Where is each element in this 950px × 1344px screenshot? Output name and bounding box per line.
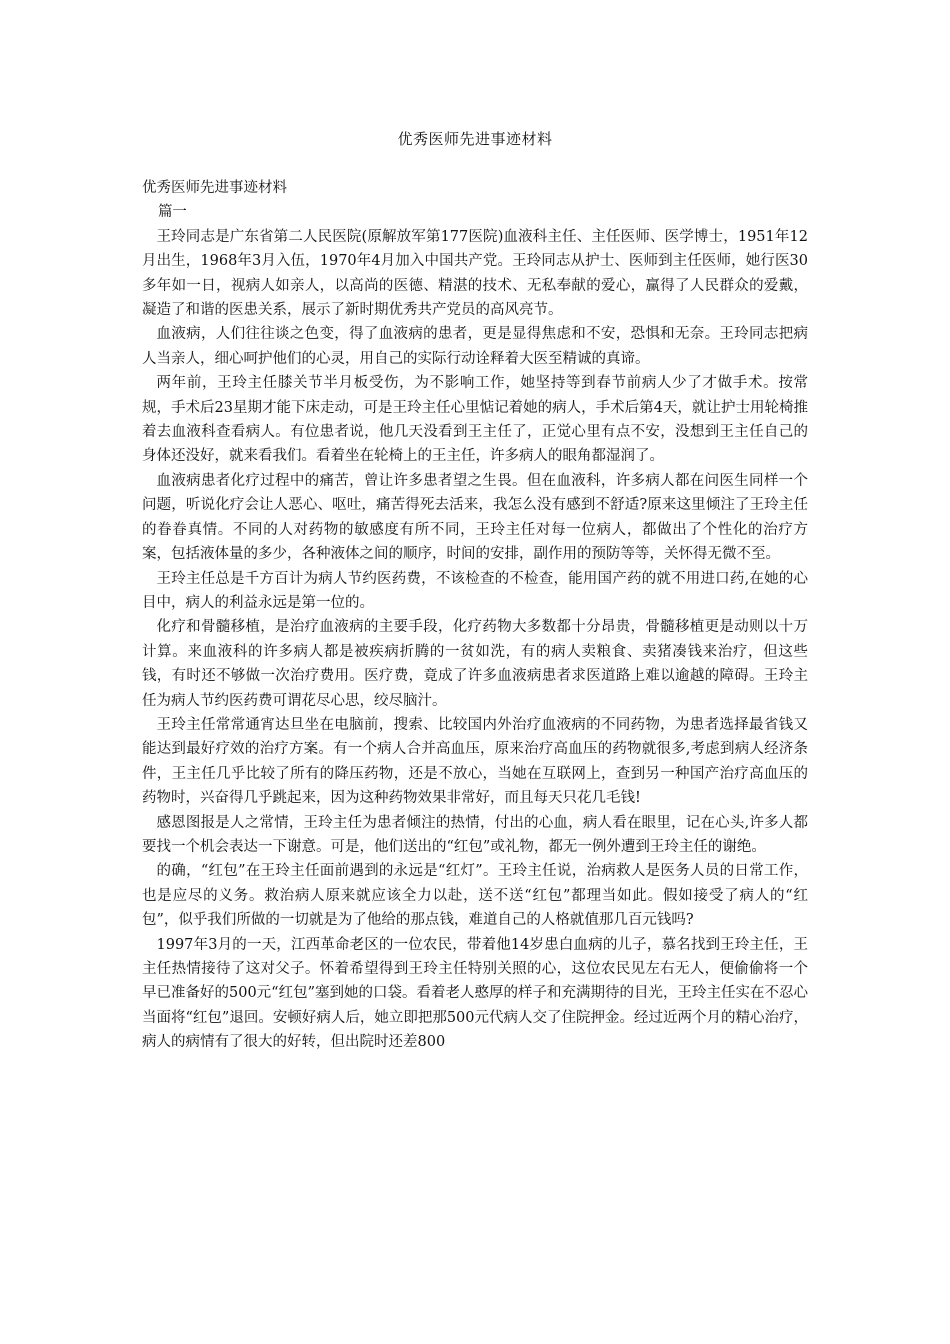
paragraph-2: 血液病，人们往往谈之色变，得了血液病的患者，更是显得焦虑和不安，恐惧和无奈。王玲同志把病人当亲人，细心呵护他们的心灵，用自己的实际行动诠释着大医至精诚的真谛。 <box>142 326 808 367</box>
document-body <box>142 176 808 1055</box>
paragraph-6: 化疗和骨髓移植，是治疗血液病的主要手段，化疗药物大多数都十分昂贵，骨髓移植更是动则以十万计算。来血液科的许多病人都是被疾病折腾的一贫如洗，有的病人卖粮食、卖猪凑钱来治疗，但这些钱，有时还不够做一次治疗费用。医疗费，竟成了许多血液病患者求医道路上难以逾越的障碍。王玲主任为病人节约医药费可谓花尽心思，绞尽脑汁。 <box>142 619 808 709</box>
paragraph-7: 王玲主任常常通宵达旦坐在电脑前，搜索、比较国内外治疗血液病的不同药物，为患者选择最省钱又能达到最好疗效的治疗方案。有一个病人合并高血压，原来治疗高血压的药物就很多,考虑到病人经济条件，王主任几乎比较了所有的降压药物，还是不放心，当她在互联网上，查到另一种国产治疗高血压的药物时，兴奋得几乎跳起来，因为这种药物效果非常好，而且每天只花几毛钱! <box>142 716 808 807</box>
document-subtitle: 优秀医师先进事迹材料 <box>142 180 287 196</box>
paragraph-5: 王玲主任总是千方百计为病人节约医药费，不该检查的不检查，能用国产药的就不用进口药,在她的心目中，病人的利益永远是第一位的。 <box>142 570 808 611</box>
page-title: 优秀医师先进事迹材料 <box>397 130 553 148</box>
paragraph-9: 的确，“红包”在王玲主任面前遇到的永远是“红灯”。王玲主任说，治病救人是医务人员的日常工作，也是应尽的义务。救治病人原来就应该全力以赴，送不送“红包”都理当如此。假如接受了病人的“红包”，似乎我们所做的一切就是为了他给的那点钱，难道自己的人格就值那几百元钱吗? <box>142 863 808 929</box>
paragraph-1: 王玲同志是广东省第二人民医院(原解放军第177医院)血液科主任、主任医师、医学博士，1951年12月出生，1968年3月入伍，1970年4月加入中国共产党。王玲同志从护士、医师到主任医师，她行医30多年如一日，视病人如亲人，以高尚的医德、精湛的技术、无私奉献的爱心，赢得了人民群众的爱戴，凝造了和谐的医患关系，展示了新时期优秀共产党员的高风亮节。 <box>142 228 808 319</box>
paragraph-10: 1997年3月的一天，江西革命老区的一位农民，带着他14岁患白血病的儿子，慕名找到王玲主任，王主任热情接待了这对父子。怀着希望得到王玲主任特别关照的心，这位农民见左右无人，便偷偷将一个早已准备好的500元“红包”塞到她的口袋。看着老人憨厚的样子和充满期待的目光，王玲主任实在不忍心当面将“红包”退回。安顿好病人后，她立即把那500元代病人交了住院押金。经过近两个月的精心治疗，病人的病情有了很大的好转，但出院时还差800 <box>142 936 808 1051</box>
paragraph-3: 两年前，王玲主任膝关节半月板受伤，为不影响工作，她坚持等到春节前病人少了才做手术。按常规，手术后23星期才能下床走动，可是王玲主任心里惦记着她的病人，手术后第4天，就让护士用轮椅推着去血液科查看病人。有位患者说，他几天没看到王主任了，正觉心里有点不安，没想到王主任自己的身体还没好，就来看我们。看着坐在轮椅上的王主任，许多病人的眼角都湿润了。 <box>142 375 808 465</box>
section-label: 篇一 <box>157 204 187 221</box>
paragraph-4: 血液病患者化疗过程中的痛苦，曾让许多患者望之生畏。但在血液科，许多病人都在问医生同样一个问题，听说化疗会让人恶心、呕吐，痛苦得死去活来，我怎么没有感到不舒适?原来这里倾注了王玲主任的眷眷真情。不同的人对药物的敏感度有所不同，王玲主任对每一位病人，都做出了个性化的治疗方案，包括液体量的多少，各种液体之间的顺序，时间的安排，副作用的预防等等，关怀得无微不至。 <box>142 472 808 563</box>
paragraph-8: 感恩图报是人之常情，王玲主任为患者倾注的热情，付出的心血，病人看在眼里，记在心头,许多人都要找一个机会表达一下谢意。可是，他们送出的“红包”或礼物，都无一例外遭到王玲主任的谢绝。 <box>142 814 808 855</box>
